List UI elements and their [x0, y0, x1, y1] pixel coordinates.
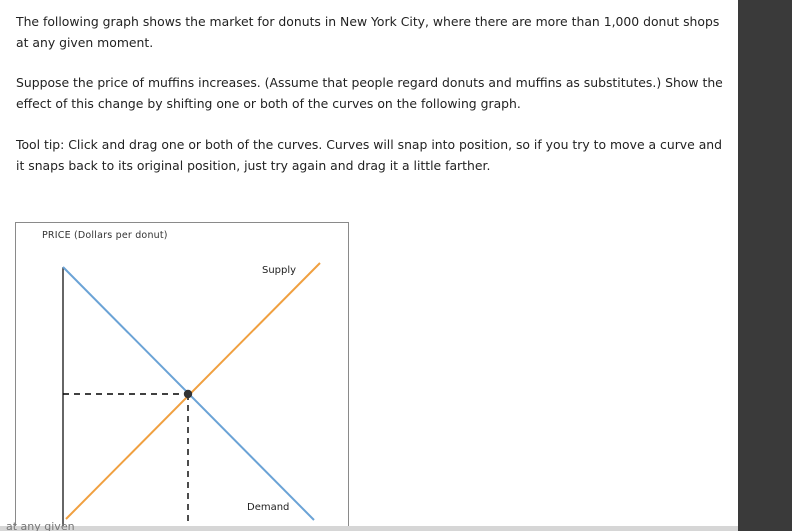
graph-canvas	[16, 223, 348, 529]
intro-paragraph: The following graph shows the market for donuts in New York City, where there are more than 1,000 donut shops at any given moment.	[16, 14, 720, 50]
cutoff-text: at any given	[6, 521, 75, 531]
supply-label: Supply	[262, 265, 297, 276]
tool-tip-paragraph: Tool tip: Click and drag one or both of the curves. Curves will snap into position, so if you try to move a curve and it snaps back to its original position, just try again and drag it a little farther.	[16, 137, 723, 173]
equilibrium-point	[184, 390, 192, 398]
right-side-panel	[738, 0, 792, 531]
y-axis-label: PRICE (Dollars per donut)	[42, 230, 168, 241]
bottom-scroll-strip	[0, 526, 738, 531]
question-paragraph: Suppose the price of muffins increases. (Assume that people regard donuts and muffins as substitutes.) Show the effect of this change by shifting one or both of the curves on the following graph.	[16, 75, 723, 111]
market-graph	[15, 222, 349, 529]
demand-label: Demand	[247, 502, 290, 513]
supply-curve[interactable]	[66, 263, 320, 519]
